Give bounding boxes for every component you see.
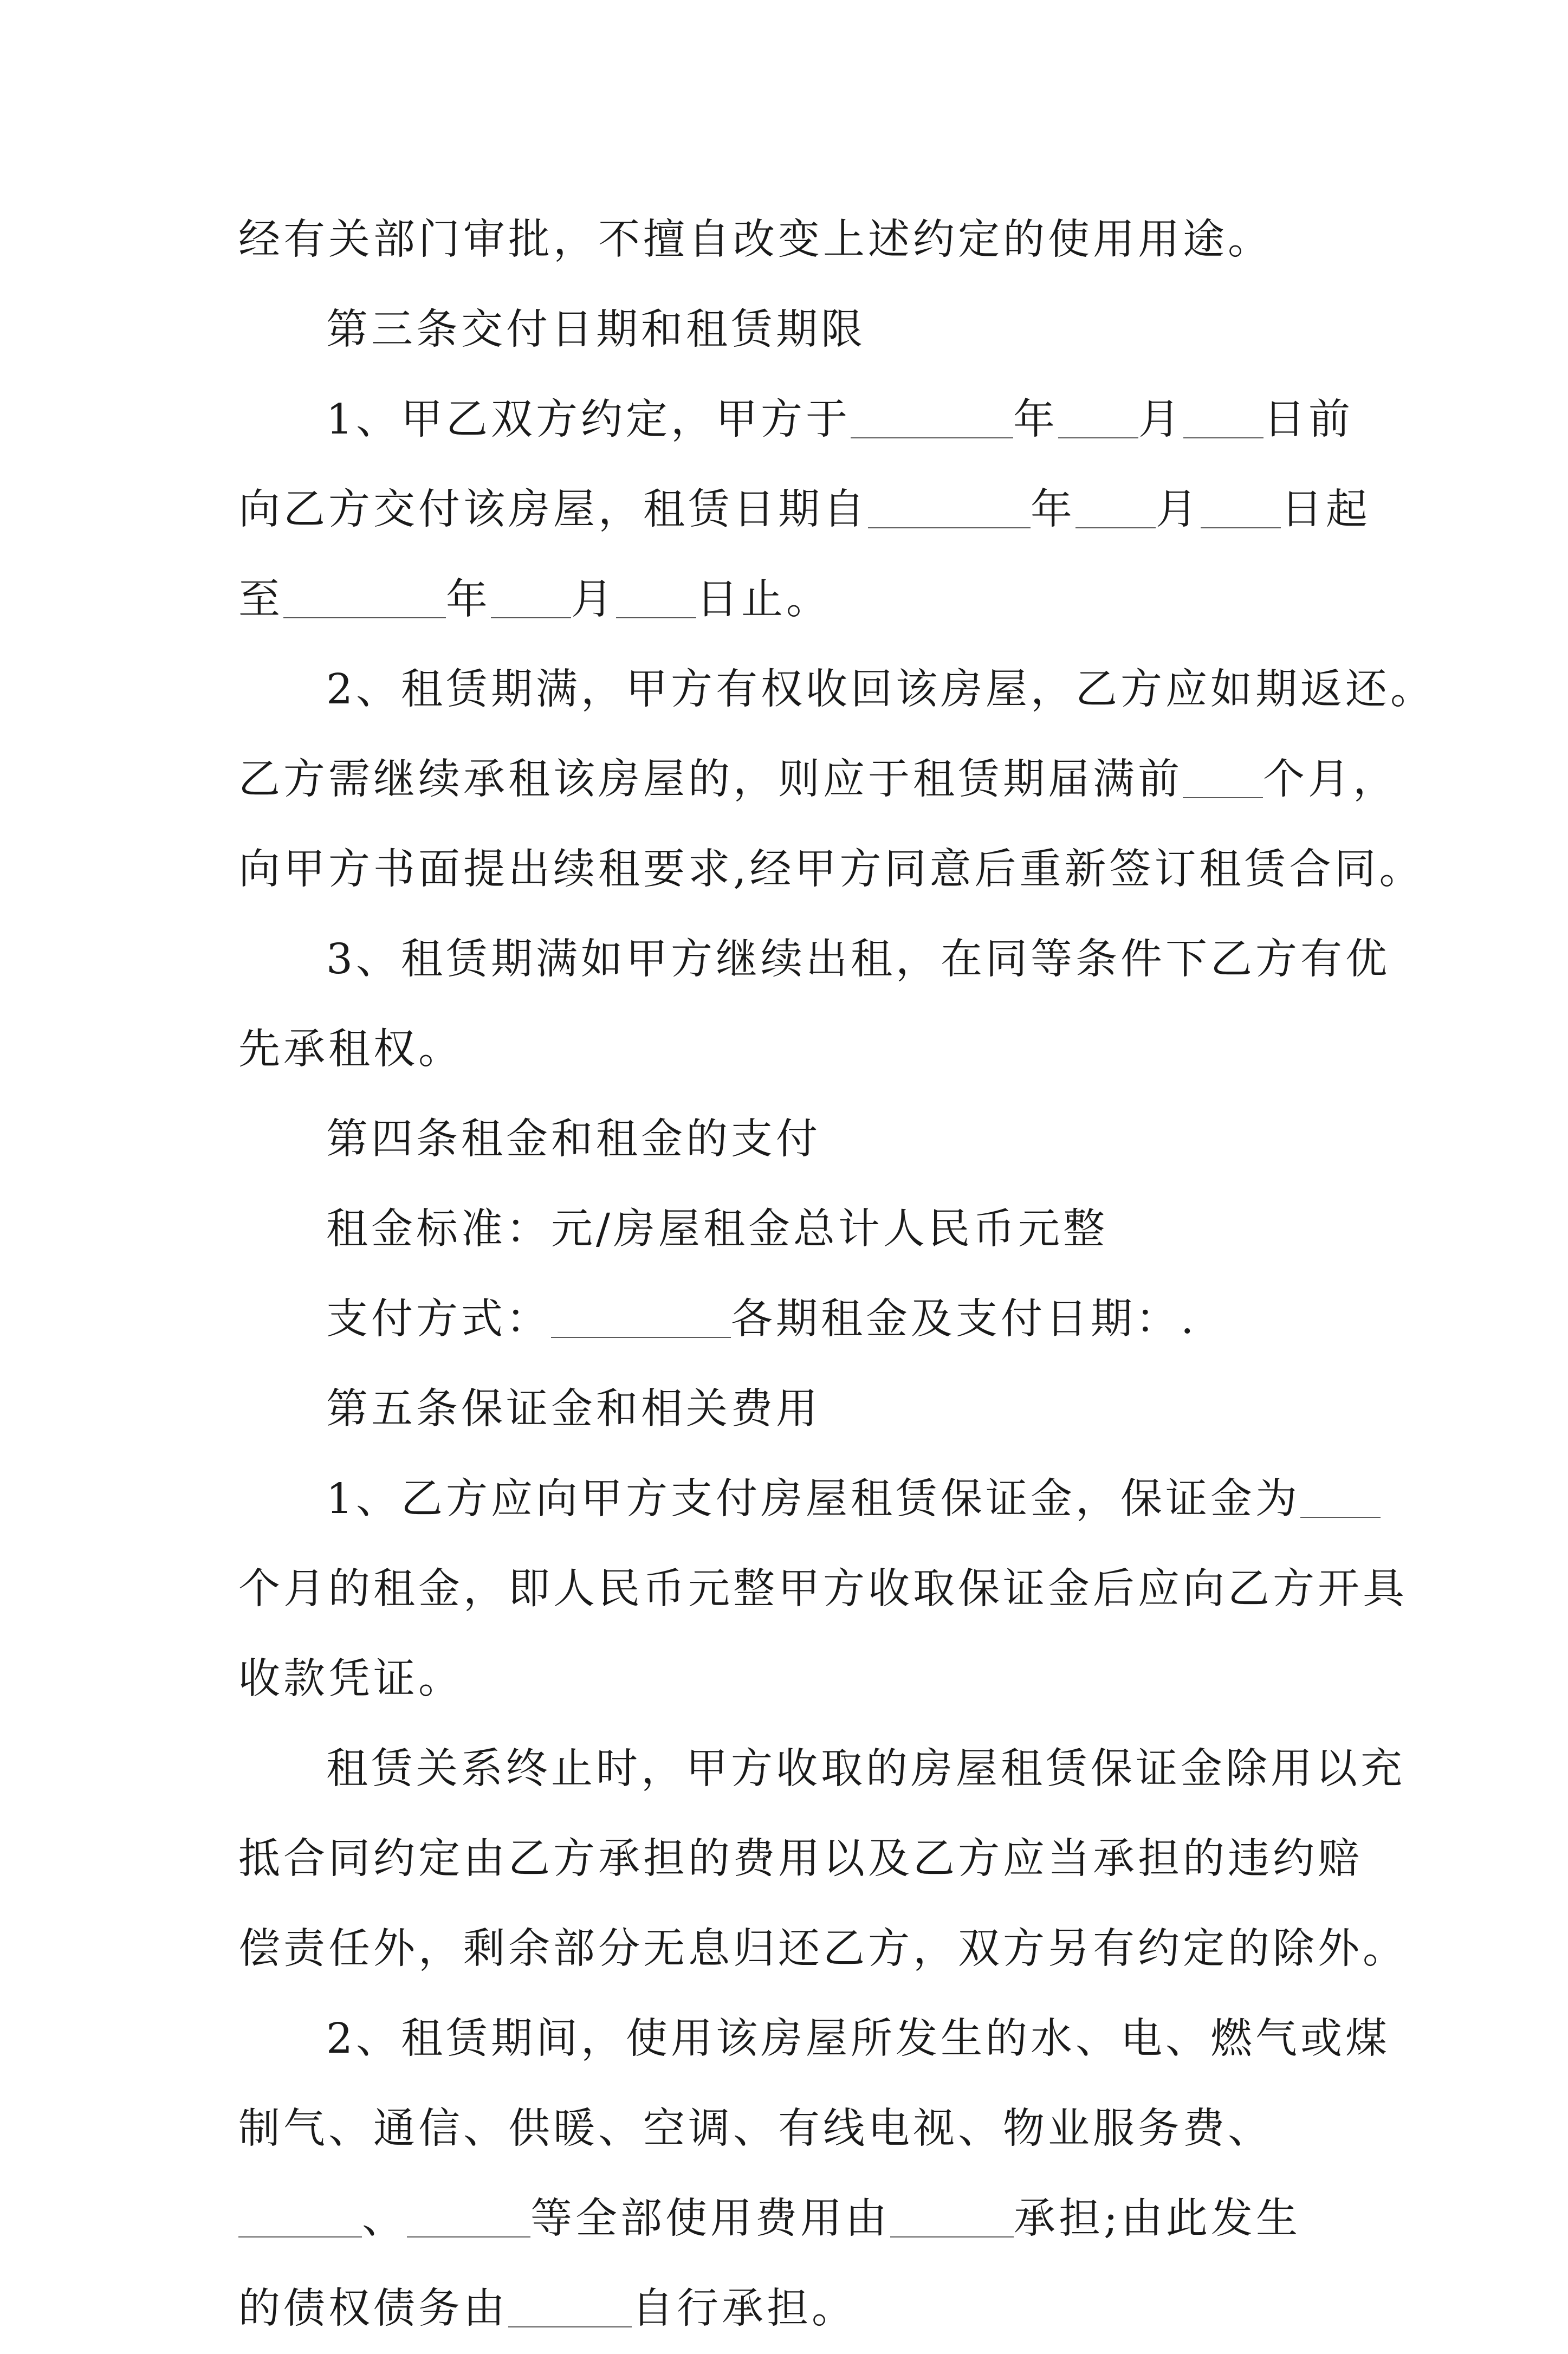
paragraph-line bbox=[238, 2174, 1338, 2264]
paragraph-line bbox=[238, 1544, 1408, 1634]
section-heading bbox=[238, 1364, 1338, 1454]
blank-field[interactable] bbox=[491, 580, 571, 618]
blank-field[interactable] bbox=[283, 580, 446, 618]
blank-field[interactable] bbox=[1075, 490, 1156, 528]
text-segment: 日止。 bbox=[696, 575, 831, 624]
paragraph-line bbox=[238, 1814, 1363, 1904]
paragraph-line bbox=[238, 645, 1435, 735]
text-segment: 至 bbox=[238, 575, 283, 624]
text-line: 制气、通信、供暖、空调、有线电视、物业服务费、 bbox=[238, 2105, 1273, 2153]
text-segment: 支付方式： bbox=[326, 1295, 551, 1343]
blank-field[interactable] bbox=[1058, 400, 1138, 438]
paragraph-line bbox=[238, 465, 1371, 555]
section-title-5: 第五条保证金和相关费用 bbox=[326, 1385, 821, 1433]
text-segment: 、 bbox=[362, 2195, 407, 2243]
paragraph-line bbox=[238, 195, 1338, 285]
paragraph-line bbox=[238, 2084, 1338, 2174]
paragraph-line bbox=[238, 1454, 1338, 1544]
text-segment: 月 bbox=[571, 575, 616, 624]
paragraph-line bbox=[238, 735, 1398, 825]
text-segment: 日前 bbox=[1264, 396, 1353, 444]
paragraph-line bbox=[238, 1185, 1338, 1275]
blank-field[interactable] bbox=[1183, 760, 1263, 798]
blank-field[interactable] bbox=[551, 1299, 731, 1338]
paragraph-line bbox=[238, 1005, 1338, 1095]
text-segment: 等全部使用费用由 bbox=[530, 2195, 890, 2243]
paragraph-line bbox=[238, 915, 1390, 1005]
text-segment: 年 bbox=[1013, 396, 1058, 444]
text-segment: 各期租金及支付日期：. bbox=[731, 1295, 1197, 1343]
text-segment: 的债权债务由 bbox=[238, 2285, 508, 2333]
text-segment: 月 bbox=[1156, 486, 1201, 534]
paragraph-line bbox=[238, 1724, 1405, 1814]
paragraph-line bbox=[238, 1994, 1390, 2084]
text-segment: 1、乙方应向甲方支付房屋租赁保证金，保证金为 bbox=[326, 1475, 1300, 1523]
text-segment: 承担;由此发生 bbox=[1014, 2195, 1301, 2243]
paragraph-line bbox=[238, 375, 1353, 465]
text-line: 2、租赁期满，甲方有权收回该房屋，乙方应如期返还。 bbox=[326, 665, 1435, 714]
text-segment: 向乙方交付该房屋，租赁日期自 bbox=[238, 486, 868, 534]
text-segment: 1、甲乙双方约定，甲方于 bbox=[326, 396, 851, 444]
paragraph-line bbox=[238, 1275, 1338, 1364]
blank-field[interactable] bbox=[508, 2289, 632, 2327]
text-segment: 乙方需继续承租该房屋的，则应于租赁期届满前 bbox=[238, 755, 1183, 804]
blank-field[interactable] bbox=[1300, 1479, 1381, 1518]
text-segment: 个月， bbox=[1263, 755, 1398, 804]
text-line: 向甲方书面提出续租要求,经甲方同意后重新签订租赁合同。 bbox=[238, 845, 1424, 894]
text-line: 租赁关系终止时，甲方收取的房屋租赁保证金除用以充 bbox=[326, 1745, 1405, 1793]
text-line: 租金标准：元/房屋租金总计人民币元整 bbox=[326, 1205, 1108, 1253]
text-segment: 年 bbox=[446, 575, 491, 624]
text-line: 偿责任外，剩余部分无息归还乙方，双方另有约定的除外。 bbox=[238, 1925, 1408, 1973]
text-line: 3、租赁期满如甲方继续出租，在同等条件下乙方有优 bbox=[326, 935, 1390, 984]
text-line: 个月的租金，即人民币元整甲方收取保证金后应向乙方开具 bbox=[238, 1565, 1408, 1613]
blank-field[interactable] bbox=[407, 2199, 530, 2237]
blank-field[interactable] bbox=[851, 400, 1013, 438]
blank-field[interactable] bbox=[616, 580, 696, 618]
text-line: 收款凭证。 bbox=[238, 1655, 463, 1703]
text-segment: 月 bbox=[1138, 396, 1183, 444]
section-heading bbox=[238, 285, 1338, 375]
section-title-3: 第三条交付日期和租赁期限 bbox=[326, 306, 866, 354]
paragraph-line bbox=[238, 555, 1338, 645]
blank-field[interactable] bbox=[868, 490, 1031, 528]
paragraph-line bbox=[238, 2264, 1338, 2354]
text-line: 经有关部门审批，不擅自改变上述约定的使用用途。 bbox=[238, 216, 1273, 264]
blank-field[interactable] bbox=[238, 2199, 362, 2237]
text-line: 抵合同约定由乙方承担的费用以及乙方应当承担的违约赔 bbox=[238, 1835, 1363, 1883]
contract-body bbox=[238, 195, 1435, 2354]
paragraph-line bbox=[238, 1904, 1408, 1994]
blank-field[interactable] bbox=[890, 2199, 1014, 2237]
section-title-4: 第四条租金和租金的支付 bbox=[326, 1115, 821, 1163]
text-segment: 日起 bbox=[1281, 486, 1371, 534]
section-heading bbox=[238, 1095, 1338, 1185]
paragraph-line bbox=[238, 825, 1424, 915]
paragraph-line bbox=[238, 1634, 1338, 1724]
text-line: 2、租赁期间，使用该房屋所发生的水、电、燃气或煤 bbox=[326, 2015, 1390, 2063]
blank-field[interactable] bbox=[1201, 490, 1281, 528]
blank-field[interactable] bbox=[1183, 400, 1264, 438]
text-segment: 自行承担。 bbox=[632, 2285, 857, 2333]
text-segment: 年 bbox=[1031, 486, 1075, 534]
text-line: 先承租权。 bbox=[238, 1025, 463, 1073]
